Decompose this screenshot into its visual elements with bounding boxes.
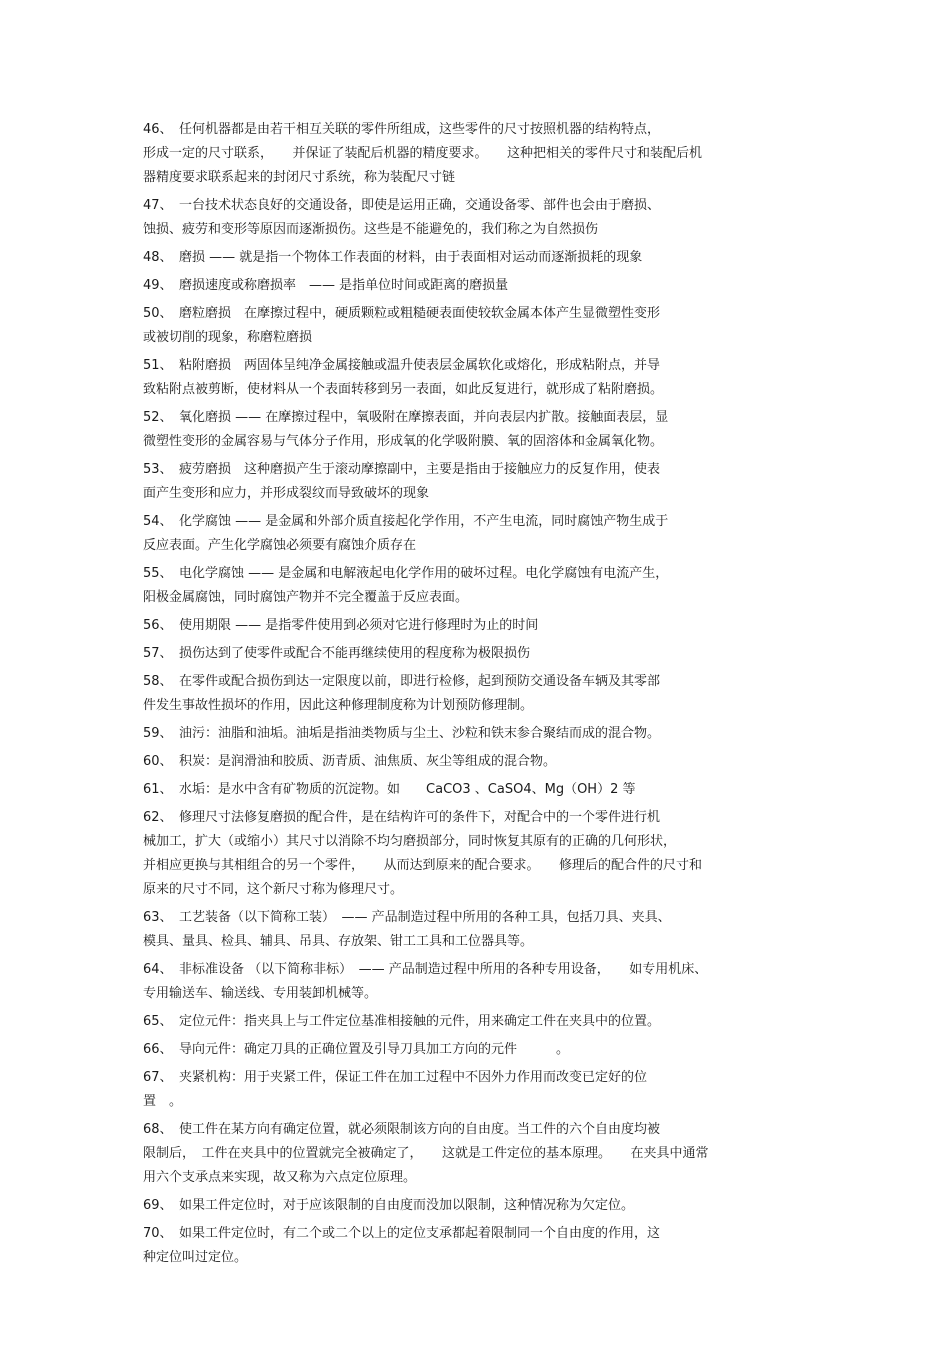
- list-item: [143, 354, 813, 402]
- text-line: 61、 水垢：是水中含有矿物质的沉淀物。如 CaCO3 、CaSO4、Mg（OH）2 等: [143, 782, 636, 797]
- list-item: [143, 958, 813, 1006]
- text-line: 致粘附点被剪断，使材料从一个表面转移到另一表面，如此反复进行，就形成了粘附磨损。: [143, 382, 664, 397]
- text-line: 器精度要求联系起来的封闭尺寸系统，称为装配尺寸链: [143, 170, 456, 185]
- text-line: 60、 积炭：是润滑油和胶质、沥青质、油焦质、灰尘等组成的混合物。: [143, 754, 557, 769]
- list-item: [143, 406, 813, 454]
- list-item: [143, 458, 813, 506]
- text-line: 53、 疲劳磨损 这种磨损产生于滚动摩擦副中，主要是指由于接触应力的反复作用，使表: [143, 462, 661, 477]
- text-line: 或被切削的现象，称磨粒磨损: [143, 330, 313, 345]
- text-line: 阳极金属腐蚀，同时腐蚀产物并不完全覆盖于反应表面。: [143, 590, 469, 605]
- text-line: 49、 磨损速度或称磨损率 —— 是指单位时间或距离的磨损量: [143, 278, 509, 293]
- text-line: 63、 工艺装备（以下简称工装） —— 产品制造过程中所用的各种工具，包括刀具、夹具、: [143, 910, 671, 925]
- text-line: 51、 粘附磨损 两固体呈纯净金属接触或温升使表层金属软化或熔化，形成粘附点，并导: [143, 358, 661, 373]
- text-line: 置 。: [143, 1094, 183, 1109]
- text-line: 反应表面。产生化学腐蚀必须要有腐蚀介质存在: [143, 538, 417, 553]
- list-item: [143, 1194, 813, 1218]
- text-line: 件发生事故性损坏的作用，因此这种修理制度称为计划预防修理制。: [143, 698, 534, 713]
- list-item: [143, 274, 813, 298]
- text-line: 械加工，扩大（或缩小）其尺寸以消除不均匀磨损部分，同时恢复其原有的正确的几何形状，: [143, 834, 677, 849]
- text-line: 形成一定的尺寸联系， 并保证了装配后机器的精度要求。 这种把相关的零件尺寸和装配后机: [143, 146, 703, 161]
- list-item: [143, 246, 813, 270]
- text-line: 68、 使工件在某方向有确定位置，就必须限制该方向的自由度。当工件的六个自由度均被: [143, 1122, 661, 1137]
- text-line: 69、 如果工件定位时，对于应该限制的自由度而没加以限制，这种情况称为欠定位。: [143, 1198, 635, 1213]
- text-line: 65、 定位元件：指夹具上与工件定位基准相接触的元件，用来确定工件在夹具中的位置。: [143, 1014, 661, 1029]
- list-item: [143, 722, 813, 746]
- text-line: 面产生变形和应力，并形成裂纹而导致破坏的现象: [143, 486, 430, 501]
- text-line: 70、 如果工件定位时，有二个或二个以上的定位支承都起着限制同一个自由度的作用，这: [143, 1226, 661, 1241]
- text-line: 54、 化学腐蚀 —— 是金属和外部介质直接起化学作用，不产生电流，同时腐蚀产物生成于: [143, 514, 669, 529]
- list-item: [143, 194, 813, 242]
- text-line: 50、 磨粒磨损 在摩擦过程中，硬质颗粒或粗糙硬表面使较软金属本体产生显微塑性变形: [143, 306, 661, 321]
- text-line: 62、 修理尺寸法修复磨损的配合件，是在结构许可的条件下，对配合中的一个零件进行机: [143, 810, 661, 825]
- text-line: 原来的尺寸不同，这个新尺寸称为修理尺寸。: [143, 882, 404, 897]
- text-line: 56、 使用期限 —— 是指零件使用到必须对它进行修理时为止的时间: [143, 618, 539, 633]
- list-item: [143, 510, 813, 558]
- text-line: 专用输送车、输送线、专用装卸机械等。: [143, 986, 378, 1001]
- text-line: 47、 一台技术状态良好的交通设备，即使是运用正确，交通设备零、部件也会由于磨损、: [143, 198, 661, 213]
- list-item: [143, 562, 813, 610]
- list-item: [143, 750, 813, 774]
- text-line: 并相应更换与其相组合的另一个零件， 从而达到原来的配合要求。 修理后的配合件的尺寸和: [143, 858, 703, 873]
- text-line: 59、 油污：油脂和油垢。油垢是指油类物质与尘土、沙粒和铁末参合聚结而成的混合物。: [143, 726, 661, 741]
- list-item: [143, 806, 813, 902]
- text-line: 57、 损伤达到了使零件或配合不能再继续使用的程度称为极限损伤: [143, 646, 531, 661]
- list-item: [143, 1010, 813, 1034]
- list-item: [143, 118, 813, 190]
- list-item: [143, 1038, 813, 1062]
- text-line: 66、 导向元件：确定刀具的正确位置及引导刀具加工方向的元件 。: [143, 1042, 570, 1057]
- text-line: 64、 非标准设备 （以下简称非标） —— 产品制造过程中所用的各种专用设备， 如专用机床、: [143, 962, 708, 977]
- list-item: [143, 906, 813, 954]
- list-item: [143, 1222, 813, 1270]
- text-line: 58、 在零件或配合损伤到达一定限度以前，即进行检修，起到预防交通设备车辆及其零部: [143, 674, 661, 689]
- text-line: 55、 电化学腐蚀 —— 是金属和电解液起电化学作用的破坏过程。电化学腐蚀有电流产生，: [143, 566, 669, 581]
- list-item: [143, 1118, 813, 1190]
- text-line: 模具、量具、检具、辅具、吊具、存放架、钳工工具和工位器具等。: [143, 934, 534, 949]
- list-item: [143, 1066, 813, 1114]
- list-item: [143, 670, 813, 718]
- text-line: 种定位叫过定位。: [143, 1250, 248, 1265]
- list-item: [143, 642, 813, 666]
- text-line: 限制后， 工件在夹具中的位置就完全被确定了， 这就是工件定位的基本原理。 在夹具中通常: [143, 1146, 709, 1161]
- list-item: [143, 614, 813, 638]
- text-line: 微塑性变形的金属容易与气体分子作用，形成氧的化学吸附膜、氧的固溶体和金属氧化物。: [143, 434, 664, 449]
- text-line: 用六个支承点来实现，故又称为六点定位原理。: [143, 1170, 417, 1185]
- list-item: [143, 302, 813, 350]
- text-line: 52、 氧化磨损 —— 在摩擦过程中，氧吸附在摩擦表面，并向表层内扩散。接触面表层，显: [143, 410, 669, 425]
- entry-list: [143, 118, 813, 1274]
- text-line: 67、 夹紧机构：用于夹紧工件，保证工件在加工过程中不因外力作用而改变已定好的位: [143, 1070, 648, 1085]
- text-line: 48、 磨损 —— 就是指一个物体工作表面的材料，由于表面相对运动而逐渐损耗的现象: [143, 250, 643, 265]
- text-line: 46、 任何机器都是由若干相互关联的零件所组成，这些零件的尺寸按照机器的结构特点，: [143, 122, 661, 137]
- list-item: [143, 778, 813, 802]
- text-line: 蚀损、疲劳和变形等原因而逐渐损伤。这些是不能避免的，我们称之为自然损伤: [143, 222, 599, 237]
